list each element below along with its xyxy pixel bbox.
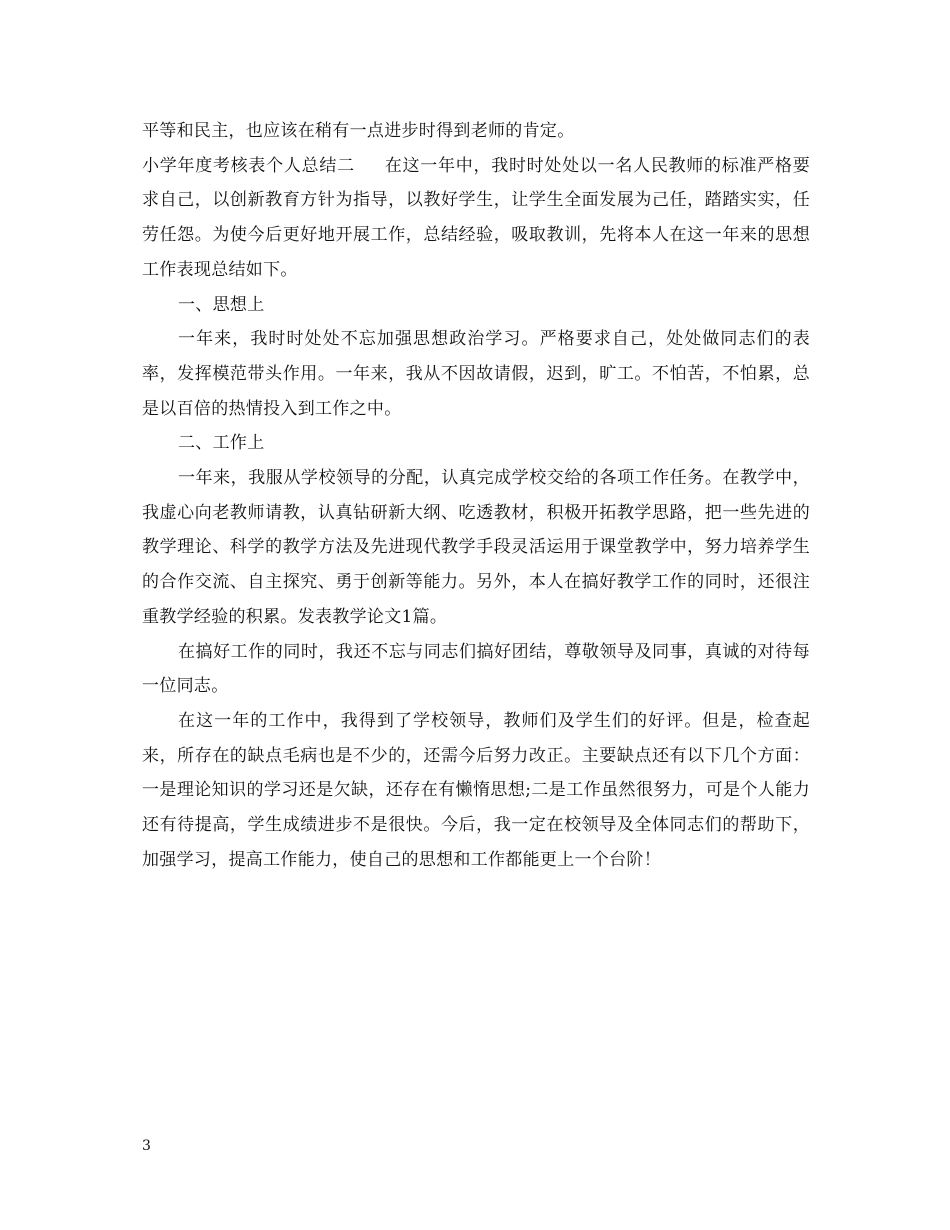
- page-number: 3: [142, 1138, 151, 1154]
- intro-text: 在这一年中，我时时处处以一名人民教师的标准严格要求自己，以创新教育方针为指导，以教好学生，让学生全面发展为己任，踏踏实实，任劳任怨。为使今后更好地开展工作，总结经验，吸取教训，先将本人在这一年来的思想工作表现总结如下。: [142, 155, 810, 280]
- paragraph-continuation: 平等和民主，也应该在稍有一点进步时得到老师的肯定。: [142, 121, 575, 141]
- paragraph-thought: 一年来，我时时处处不忘加强思想政治学习。严格要求自己，处处做同志们的表率，发挥模范带头作用。一年来，我从不因故请假，迟到，旷工。不怕苦，不怕累，总是以百倍的热情投入到工作之中。: [142, 329, 810, 419]
- paragraph-work: 一年来，我服从学校领导的分配，认真完成学校交给的各项工作任务。在教学中，我虚心向老教师请教，认真钻研新大纲、吃透教材，积极开拓教学思路，把一些先进的教学理论、科学的教学方法及先进现代教学手段灵活运用于课堂教学中，努力培养学生的合作交流、自主探究、勇于创新等能力。另外，本人在搞好教学工作的同时，还很注重教学经验的积累。发表教学论文1篇。: [142, 468, 810, 627]
- heading-work: 二、工作上: [178, 433, 265, 454]
- heading-thought: 一、思想上: [178, 294, 265, 315]
- paragraph-unity: 在搞好工作的同时，我还不忘与同志们搞好团结，尊敬领导及同事，真诚的对待每一位同志。: [142, 641, 810, 697]
- section-title: 小学年度考核表个人总结二: [142, 155, 355, 176]
- paragraph-conclusion: 在这一年的工作中，我得到了学校领导，教师们及学生们的好评。但是，检查起来，所存在的缺点毛病也是不少的，还需今后努力改正。主要缺点还有以下几个方面：一是理论知识的学习还是欠缺，还存在有懒惰思想;二是工作虽然很努力，可是个人能力还有待提高，学生成绩进步不是很快。今后，我一定在校领导及全体同志们的帮助下，加强学习，提高工作能力，使自己的思想和工作都能更上一个台阶！: [142, 710, 810, 870]
- paragraph-summary-intro: [142, 149, 810, 288]
- document-body: [142, 114, 810, 877]
